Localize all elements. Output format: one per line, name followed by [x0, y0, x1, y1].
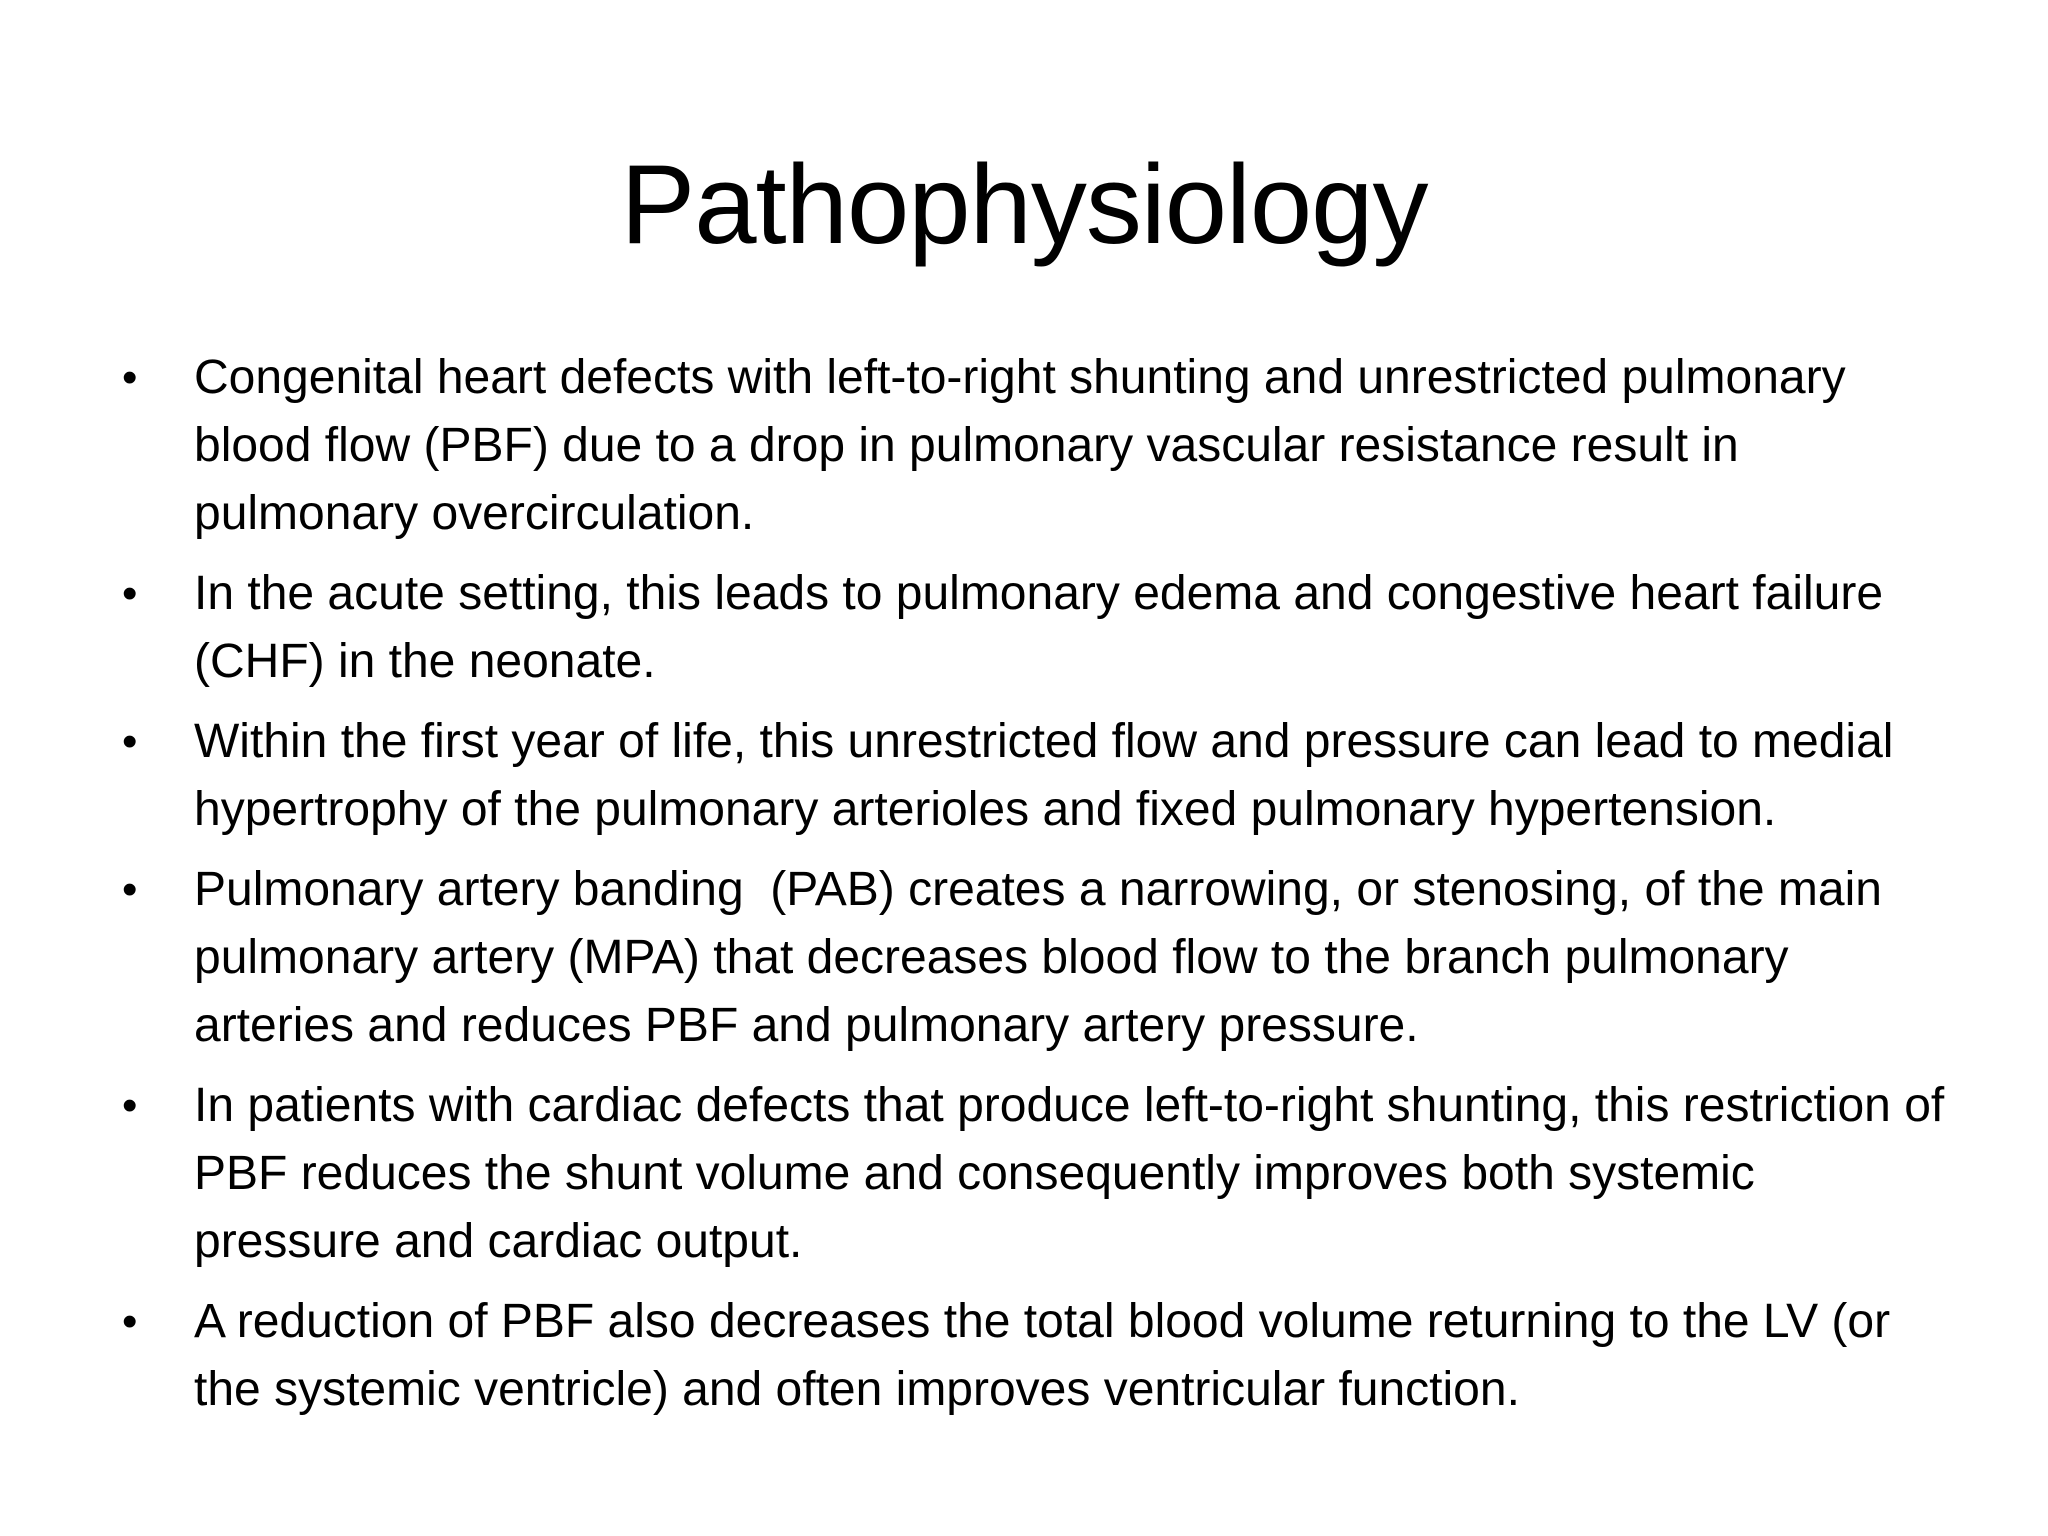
bullet-icon: •: [122, 865, 138, 914]
bullet-item: [120, 1072, 1950, 1276]
bullet-text: In patients with cardiac defects that produce left-to-right shunting, this restriction of PBF reduces the shunt volume and consequently improves both systemic pressure and cardiac output.: [194, 1079, 1945, 1268]
bullet-item: [120, 344, 1950, 548]
bullet-icon: •: [122, 717, 138, 766]
bullet-text: In the acute setting, this leads to pulmonary edema and congestive heart failure (CHF) in the neonate.: [194, 567, 1884, 688]
bullet-icon: •: [122, 353, 138, 402]
bullet-icon: •: [122, 1297, 138, 1346]
bullet-icon: •: [122, 569, 138, 618]
bullet-text: Congenital heart defects with left-to-right shunting and unrestricted pulmonary blood flow (PBF) due to a drop in pulmonary vascular resistance result in pulmonary overcirculation.: [194, 351, 1846, 540]
bullet-item: [120, 708, 1950, 844]
slide-title: Pathophysiology: [620, 142, 1428, 267]
bullet-item: [120, 560, 1950, 696]
bullet-text: A reduction of PBF also decreases the total blood volume returning to the LV (or the systemic ventricle) and often improves ventricular function.: [194, 1295, 1891, 1416]
bullet-icon: •: [122, 1081, 138, 1130]
bullet-list: [120, 344, 1950, 1436]
bullet-text: Pulmonary artery banding (PAB) creates a narrowing, or stenosing, of the main pulmonary artery (MPA) that decreases blood flow to the branch pulmonary arteries and reduces PBF and pulmonary artery pressure.: [194, 863, 1896, 1052]
bullet-text: Within the first year of life, this unrestricted flow and pressure can lead to medial hypertrophy of the pulmonary arterioles and fixed pulmonary hypertension.: [194, 715, 1894, 836]
bullet-item: [120, 856, 1950, 1060]
bullet-item: [120, 1288, 1950, 1424]
